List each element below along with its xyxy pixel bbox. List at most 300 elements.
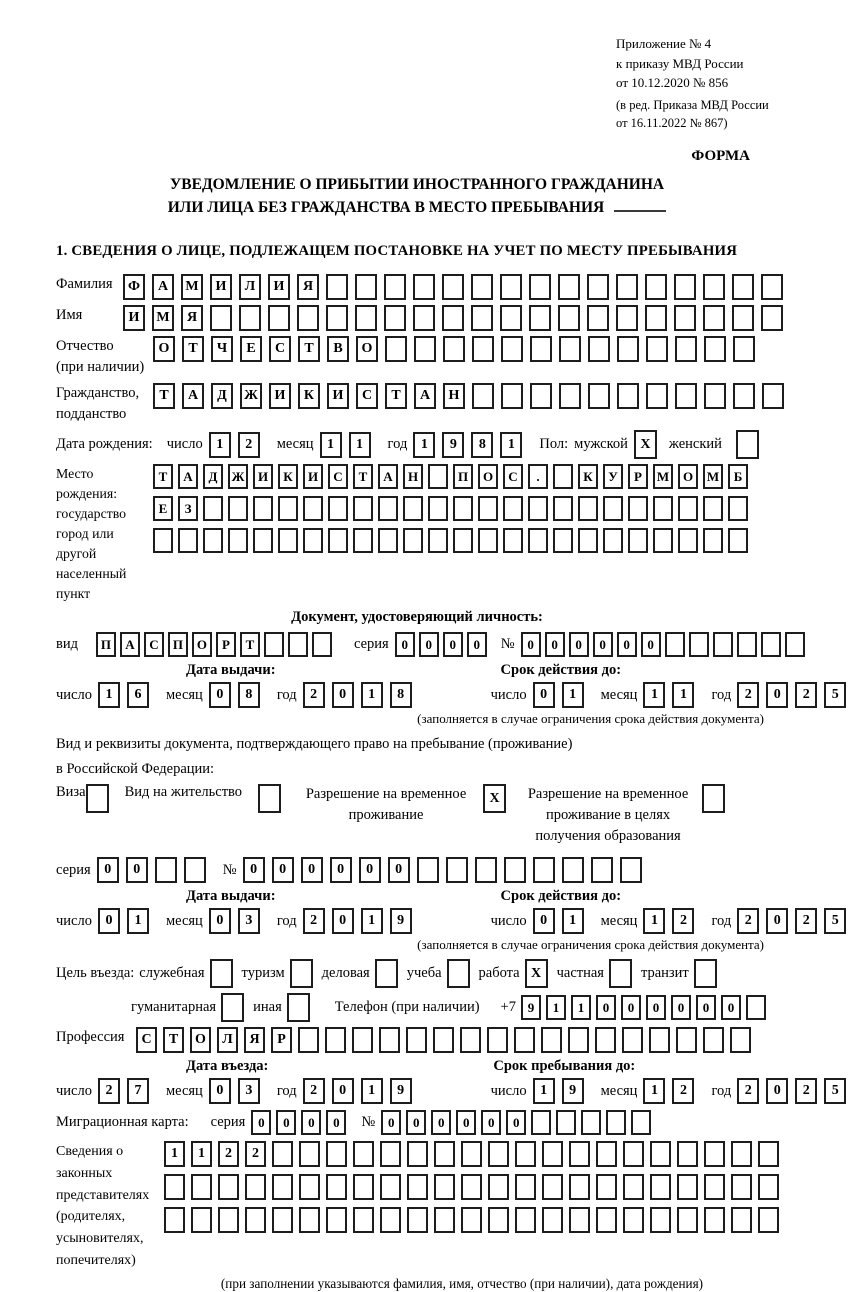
form-cell[interactable]: 1 <box>571 995 591 1020</box>
form-cell[interactable] <box>471 274 493 300</box>
form-cell[interactable] <box>623 1141 644 1167</box>
form-cell[interactable] <box>352 1027 373 1053</box>
form-cell[interactable] <box>675 336 697 362</box>
form-cell[interactable] <box>297 305 319 331</box>
form-cell[interactable]: М <box>703 464 723 489</box>
form-cell[interactable]: Н <box>443 383 465 409</box>
form-cell[interactable] <box>328 496 348 521</box>
form-cell[interactable]: Л <box>239 274 261 300</box>
form-cell[interactable] <box>578 528 598 553</box>
form-cell[interactable] <box>471 305 493 331</box>
form-cell[interactable]: 0 <box>395 632 415 657</box>
form-cell[interactable] <box>761 274 783 300</box>
form-cell[interactable]: 0 <box>330 857 352 883</box>
form-cell[interactable]: 0 <box>126 857 148 883</box>
form-cell[interactable] <box>703 528 723 553</box>
form-cell[interactable]: 2 <box>737 908 759 934</box>
form-cell[interactable] <box>568 1027 589 1053</box>
temp-residence-education-checkbox[interactable] <box>702 784 725 813</box>
form-cell[interactable]: 2 <box>98 1078 120 1104</box>
form-cell[interactable] <box>443 336 465 362</box>
form-cell[interactable]: Т <box>385 383 407 409</box>
form-cell[interactable] <box>218 1174 239 1200</box>
form-cell[interactable] <box>758 1141 779 1167</box>
form-cell[interactable] <box>562 857 584 883</box>
form-cell[interactable] <box>378 528 398 553</box>
form-cell[interactable]: О <box>478 464 498 489</box>
form-cell[interactable] <box>578 496 598 521</box>
purpose-business-checkbox[interactable] <box>375 959 398 988</box>
form-cell[interactable] <box>530 383 552 409</box>
form-cell[interactable] <box>650 1141 671 1167</box>
form-cell[interactable] <box>472 383 494 409</box>
form-cell[interactable] <box>407 1207 428 1233</box>
form-cell[interactable] <box>272 1207 293 1233</box>
form-cell[interactable] <box>472 336 494 362</box>
form-cell[interactable]: О <box>356 336 378 362</box>
form-cell[interactable] <box>478 528 498 553</box>
form-cell[interactable]: Я <box>244 1027 265 1053</box>
form-cell[interactable] <box>677 1141 698 1167</box>
form-cell[interactable] <box>558 274 580 300</box>
form-cell[interactable]: 3 <box>238 1078 260 1104</box>
form-cell[interactable]: 0 <box>506 1110 526 1135</box>
form-cell[interactable] <box>596 1141 617 1167</box>
form-cell[interactable] <box>428 496 448 521</box>
form-cell[interactable]: М <box>181 274 203 300</box>
form-cell[interactable] <box>380 1174 401 1200</box>
form-cell[interactable]: 0 <box>533 908 555 934</box>
form-cell[interactable] <box>703 274 725 300</box>
form-cell[interactable] <box>628 528 648 553</box>
form-cell[interactable] <box>164 1207 185 1233</box>
form-cell[interactable]: И <box>253 464 273 489</box>
form-cell[interactable]: А <box>414 383 436 409</box>
form-cell[interactable] <box>623 1207 644 1233</box>
form-cell[interactable] <box>460 1027 481 1053</box>
form-cell[interactable]: 0 <box>766 908 788 934</box>
form-cell[interactable]: 0 <box>332 908 354 934</box>
form-cell[interactable]: 1 <box>562 682 584 708</box>
form-cell[interactable]: 0 <box>766 1078 788 1104</box>
form-cell[interactable]: 0 <box>332 682 354 708</box>
form-cell[interactable]: 2 <box>795 1078 817 1104</box>
form-cell[interactable] <box>378 496 398 521</box>
form-cell[interactable] <box>553 464 573 489</box>
form-cell[interactable] <box>761 632 781 657</box>
form-cell[interactable] <box>245 1207 266 1233</box>
form-cell[interactable]: Т <box>353 464 373 489</box>
form-cell[interactable]: 0 <box>209 1078 231 1104</box>
form-cell[interactable] <box>569 1141 590 1167</box>
form-cell[interactable] <box>417 857 439 883</box>
residence-permit-checkbox[interactable] <box>258 784 281 813</box>
visa-checkbox[interactable] <box>86 784 109 813</box>
form-cell[interactable]: О <box>678 464 698 489</box>
form-cell[interactable]: С <box>136 1027 157 1053</box>
form-cell[interactable] <box>278 496 298 521</box>
form-cell[interactable]: О <box>192 632 212 657</box>
form-cell[interactable] <box>603 496 623 521</box>
form-cell[interactable]: 9 <box>390 908 412 934</box>
form-cell[interactable] <box>623 1174 644 1200</box>
form-cell[interactable] <box>268 305 290 331</box>
form-cell[interactable] <box>326 274 348 300</box>
form-cell[interactable]: И <box>123 305 145 331</box>
form-cell[interactable] <box>559 336 581 362</box>
form-cell[interactable] <box>191 1207 212 1233</box>
form-cell[interactable]: А <box>378 464 398 489</box>
form-cell[interactable] <box>503 496 523 521</box>
form-cell[interactable] <box>488 1141 509 1167</box>
form-cell[interactable] <box>542 1207 563 1233</box>
form-cell[interactable] <box>434 1141 455 1167</box>
form-cell[interactable]: 2 <box>672 1078 694 1104</box>
form-cell[interactable]: М <box>653 464 673 489</box>
form-cell[interactable]: 3 <box>238 908 260 934</box>
form-cell[interactable]: В <box>327 336 349 362</box>
form-cell[interactable] <box>325 1027 346 1053</box>
form-cell[interactable] <box>355 305 377 331</box>
form-cell[interactable] <box>731 1174 752 1200</box>
form-cell[interactable]: Д <box>211 383 233 409</box>
form-cell[interactable]: 0 <box>696 995 716 1020</box>
form-cell[interactable] <box>737 632 757 657</box>
form-cell[interactable]: С <box>328 464 348 489</box>
form-cell[interactable] <box>515 1141 536 1167</box>
form-cell[interactable] <box>245 1174 266 1200</box>
form-cell[interactable] <box>228 496 248 521</box>
form-cell[interactable] <box>631 1110 651 1135</box>
form-cell[interactable]: 2 <box>672 908 694 934</box>
form-cell[interactable]: Ж <box>228 464 248 489</box>
form-cell[interactable] <box>488 1207 509 1233</box>
form-cell[interactable] <box>178 528 198 553</box>
form-cell[interactable]: 2 <box>303 908 325 934</box>
form-cell[interactable]: И <box>327 383 349 409</box>
form-cell[interactable]: 0 <box>381 1110 401 1135</box>
form-cell[interactable] <box>746 995 766 1020</box>
form-cell[interactable] <box>531 1110 551 1135</box>
form-cell[interactable] <box>298 1027 319 1053</box>
form-cell[interactable]: 0 <box>481 1110 501 1135</box>
form-cell[interactable]: 1 <box>361 1078 383 1104</box>
form-cell[interactable]: Н <box>403 464 423 489</box>
form-cell[interactable] <box>413 305 435 331</box>
form-cell[interactable]: 0 <box>621 995 641 1020</box>
form-cell[interactable]: 0 <box>301 857 323 883</box>
form-cell[interactable]: 5 <box>824 1078 846 1104</box>
form-cell[interactable] <box>732 274 754 300</box>
form-cell[interactable] <box>326 1141 347 1167</box>
form-cell[interactable] <box>299 1174 320 1200</box>
form-cell[interactable] <box>353 1141 374 1167</box>
form-cell[interactable] <box>703 1027 724 1053</box>
form-cell[interactable] <box>433 1027 454 1053</box>
form-cell[interactable] <box>677 1174 698 1200</box>
form-cell[interactable] <box>704 1207 725 1233</box>
form-cell[interactable] <box>730 1027 751 1053</box>
form-cell[interactable]: 0 <box>243 857 265 883</box>
form-cell[interactable]: 9 <box>442 432 464 458</box>
form-cell[interactable] <box>678 496 698 521</box>
form-cell[interactable] <box>264 632 284 657</box>
form-cell[interactable]: О <box>153 336 175 362</box>
form-cell[interactable]: 8 <box>390 682 412 708</box>
form-cell[interactable]: 1 <box>209 432 231 458</box>
form-cell[interactable] <box>303 496 323 521</box>
form-cell[interactable] <box>303 528 323 553</box>
sex-male-checkbox[interactable]: X <box>634 430 657 459</box>
form-cell[interactable] <box>645 305 667 331</box>
form-cell[interactable]: 0 <box>617 632 637 657</box>
form-cell[interactable]: Б <box>728 464 748 489</box>
form-cell[interactable] <box>228 528 248 553</box>
form-cell[interactable]: К <box>298 383 320 409</box>
form-cell[interactable]: 1 <box>562 908 584 934</box>
form-cell[interactable]: 2 <box>218 1141 239 1167</box>
form-cell[interactable] <box>407 1174 428 1200</box>
form-cell[interactable] <box>299 1141 320 1167</box>
form-cell[interactable]: 2 <box>238 432 260 458</box>
purpose-tourism-checkbox[interactable] <box>290 959 313 988</box>
form-cell[interactable] <box>620 857 642 883</box>
purpose-other-checkbox[interactable] <box>287 993 310 1022</box>
form-cell[interactable]: 8 <box>238 682 260 708</box>
form-cell[interactable] <box>676 1027 697 1053</box>
form-cell[interactable]: С <box>269 336 291 362</box>
form-cell[interactable] <box>704 336 726 362</box>
form-cell[interactable]: . <box>528 464 548 489</box>
form-cell[interactable]: 1 <box>361 682 383 708</box>
form-cell[interactable] <box>559 383 581 409</box>
form-cell[interactable] <box>675 383 697 409</box>
form-cell[interactable] <box>288 632 308 657</box>
form-cell[interactable]: К <box>578 464 598 489</box>
form-cell[interactable] <box>504 857 526 883</box>
form-cell[interactable]: 2 <box>303 1078 325 1104</box>
form-cell[interactable]: Т <box>298 336 320 362</box>
form-cell[interactable] <box>428 528 448 553</box>
form-cell[interactable]: 2 <box>737 682 759 708</box>
form-cell[interactable] <box>596 1207 617 1233</box>
form-cell[interactable]: Е <box>240 336 262 362</box>
form-cell[interactable] <box>239 305 261 331</box>
form-cell[interactable] <box>453 496 473 521</box>
form-cell[interactable] <box>385 336 407 362</box>
form-cell[interactable] <box>326 1207 347 1233</box>
form-cell[interactable]: 1 <box>320 432 342 458</box>
form-cell[interactable] <box>728 528 748 553</box>
form-cell[interactable]: 1 <box>413 432 435 458</box>
form-cell[interactable]: 1 <box>349 432 371 458</box>
form-cell[interactable]: Р <box>628 464 648 489</box>
form-cell[interactable]: У <box>603 464 623 489</box>
form-cell[interactable] <box>587 274 609 300</box>
form-cell[interactable]: И <box>303 464 323 489</box>
form-cell[interactable] <box>603 528 623 553</box>
form-cell[interactable] <box>761 305 783 331</box>
form-cell[interactable]: 2 <box>303 682 325 708</box>
form-cell[interactable] <box>384 274 406 300</box>
form-cell[interactable] <box>407 1141 428 1167</box>
form-cell[interactable] <box>731 1141 752 1167</box>
form-cell[interactable] <box>616 274 638 300</box>
form-cell[interactable] <box>515 1207 536 1233</box>
form-cell[interactable]: Р <box>216 632 236 657</box>
sex-female-checkbox[interactable] <box>736 430 759 459</box>
form-cell[interactable] <box>762 383 784 409</box>
form-cell[interactable]: И <box>269 383 291 409</box>
form-cell[interactable]: А <box>178 464 198 489</box>
form-cell[interactable] <box>442 305 464 331</box>
form-cell[interactable] <box>533 857 555 883</box>
form-cell[interactable]: 0 <box>721 995 741 1020</box>
form-cell[interactable]: 0 <box>456 1110 476 1135</box>
form-cell[interactable] <box>203 496 223 521</box>
form-cell[interactable] <box>758 1207 779 1233</box>
form-cell[interactable]: 0 <box>766 682 788 708</box>
form-cell[interactable]: 7 <box>127 1078 149 1104</box>
form-cell[interactable] <box>446 857 468 883</box>
form-cell[interactable] <box>703 496 723 521</box>
form-cell[interactable] <box>529 305 551 331</box>
purpose-study-checkbox[interactable] <box>447 959 470 988</box>
form-cell[interactable] <box>596 1174 617 1200</box>
form-cell[interactable] <box>353 1174 374 1200</box>
purpose-transit-checkbox[interactable] <box>694 959 717 988</box>
form-cell[interactable]: Ч <box>211 336 233 362</box>
form-cell[interactable] <box>312 632 332 657</box>
form-cell[interactable]: 0 <box>596 995 616 1020</box>
form-cell[interactable] <box>384 305 406 331</box>
form-cell[interactable]: О <box>190 1027 211 1053</box>
form-cell[interactable] <box>733 336 755 362</box>
form-cell[interactable] <box>353 496 373 521</box>
form-cell[interactable] <box>649 1027 670 1053</box>
form-cell[interactable]: 1 <box>643 908 665 934</box>
form-cell[interactable]: И <box>268 274 290 300</box>
form-cell[interactable] <box>713 632 733 657</box>
form-cell[interactable]: Д <box>203 464 223 489</box>
form-cell[interactable]: 0 <box>326 1110 346 1135</box>
form-cell[interactable] <box>203 528 223 553</box>
form-cell[interactable] <box>353 528 373 553</box>
form-cell[interactable] <box>678 528 698 553</box>
form-cell[interactable]: 0 <box>671 995 691 1020</box>
form-cell[interactable]: А <box>120 632 140 657</box>
form-cell[interactable]: Т <box>182 336 204 362</box>
form-cell[interactable]: 1 <box>127 908 149 934</box>
form-cell[interactable]: 2 <box>245 1141 266 1167</box>
form-cell[interactable] <box>461 1207 482 1233</box>
form-cell[interactable] <box>628 496 648 521</box>
form-cell[interactable] <box>434 1207 455 1233</box>
form-cell[interactable]: П <box>453 464 473 489</box>
form-cell[interactable]: Я <box>297 274 319 300</box>
form-cell[interactable] <box>646 383 668 409</box>
form-cell[interactable]: 0 <box>569 632 589 657</box>
form-cell[interactable]: С <box>144 632 164 657</box>
form-cell[interactable] <box>475 857 497 883</box>
form-cell[interactable]: С <box>356 383 378 409</box>
form-cell[interactable] <box>155 857 177 883</box>
form-cell[interactable] <box>299 1207 320 1233</box>
form-cell[interactable] <box>587 305 609 331</box>
form-cell[interactable]: А <box>182 383 204 409</box>
form-cell[interactable] <box>530 336 552 362</box>
form-cell[interactable]: 1 <box>533 1078 555 1104</box>
form-cell[interactable]: П <box>96 632 116 657</box>
form-cell[interactable]: К <box>278 464 298 489</box>
form-cell[interactable]: Ф <box>123 274 145 300</box>
form-cell[interactable]: 5 <box>824 682 846 708</box>
form-cell[interactable] <box>406 1027 427 1053</box>
form-cell[interactable] <box>403 528 423 553</box>
form-cell[interactable] <box>328 528 348 553</box>
form-cell[interactable] <box>414 336 436 362</box>
form-cell[interactable] <box>453 528 473 553</box>
form-cell[interactable] <box>278 528 298 553</box>
form-cell[interactable]: 1 <box>191 1141 212 1167</box>
form-cell[interactable] <box>704 1141 725 1167</box>
temp-residence-checkbox[interactable]: X <box>483 784 506 813</box>
form-cell[interactable] <box>556 1110 576 1135</box>
form-cell[interactable]: Ж <box>240 383 262 409</box>
form-cell[interactable] <box>650 1207 671 1233</box>
form-cell[interactable]: 0 <box>388 857 410 883</box>
form-cell[interactable] <box>529 274 551 300</box>
form-cell[interactable] <box>704 1174 725 1200</box>
form-cell[interactable] <box>191 1174 212 1200</box>
form-cell[interactable]: 0 <box>98 908 120 934</box>
form-cell[interactable]: 0 <box>593 632 613 657</box>
form-cell[interactable] <box>703 305 725 331</box>
form-cell[interactable] <box>733 383 755 409</box>
form-cell[interactable] <box>617 336 639 362</box>
form-cell[interactable]: 2 <box>795 908 817 934</box>
form-cell[interactable] <box>588 383 610 409</box>
form-cell[interactable]: 1 <box>500 432 522 458</box>
form-cell[interactable] <box>542 1141 563 1167</box>
form-cell[interactable] <box>380 1141 401 1167</box>
form-cell[interactable] <box>434 1174 455 1200</box>
purpose-work-checkbox[interactable]: X <box>525 959 548 988</box>
form-cell[interactable]: 1 <box>361 908 383 934</box>
form-cell[interactable]: П <box>168 632 188 657</box>
form-cell[interactable]: И <box>210 274 232 300</box>
form-cell[interactable] <box>478 496 498 521</box>
form-cell[interactable]: 9 <box>562 1078 584 1104</box>
form-cell[interactable] <box>731 1207 752 1233</box>
form-cell[interactable] <box>413 274 435 300</box>
form-cell[interactable] <box>653 496 673 521</box>
form-cell[interactable] <box>646 336 668 362</box>
form-cell[interactable] <box>184 857 206 883</box>
form-cell[interactable] <box>528 528 548 553</box>
form-cell[interactable]: 0 <box>209 682 231 708</box>
form-cell[interactable] <box>501 336 523 362</box>
form-cell[interactable] <box>514 1027 535 1053</box>
form-cell[interactable] <box>595 1027 616 1053</box>
form-cell[interactable] <box>355 274 377 300</box>
form-cell[interactable]: 0 <box>646 995 666 1020</box>
form-cell[interactable] <box>588 336 610 362</box>
form-cell[interactable]: Я <box>181 305 203 331</box>
form-cell[interactable] <box>488 1174 509 1200</box>
form-cell[interactable] <box>617 383 639 409</box>
form-cell[interactable] <box>616 305 638 331</box>
